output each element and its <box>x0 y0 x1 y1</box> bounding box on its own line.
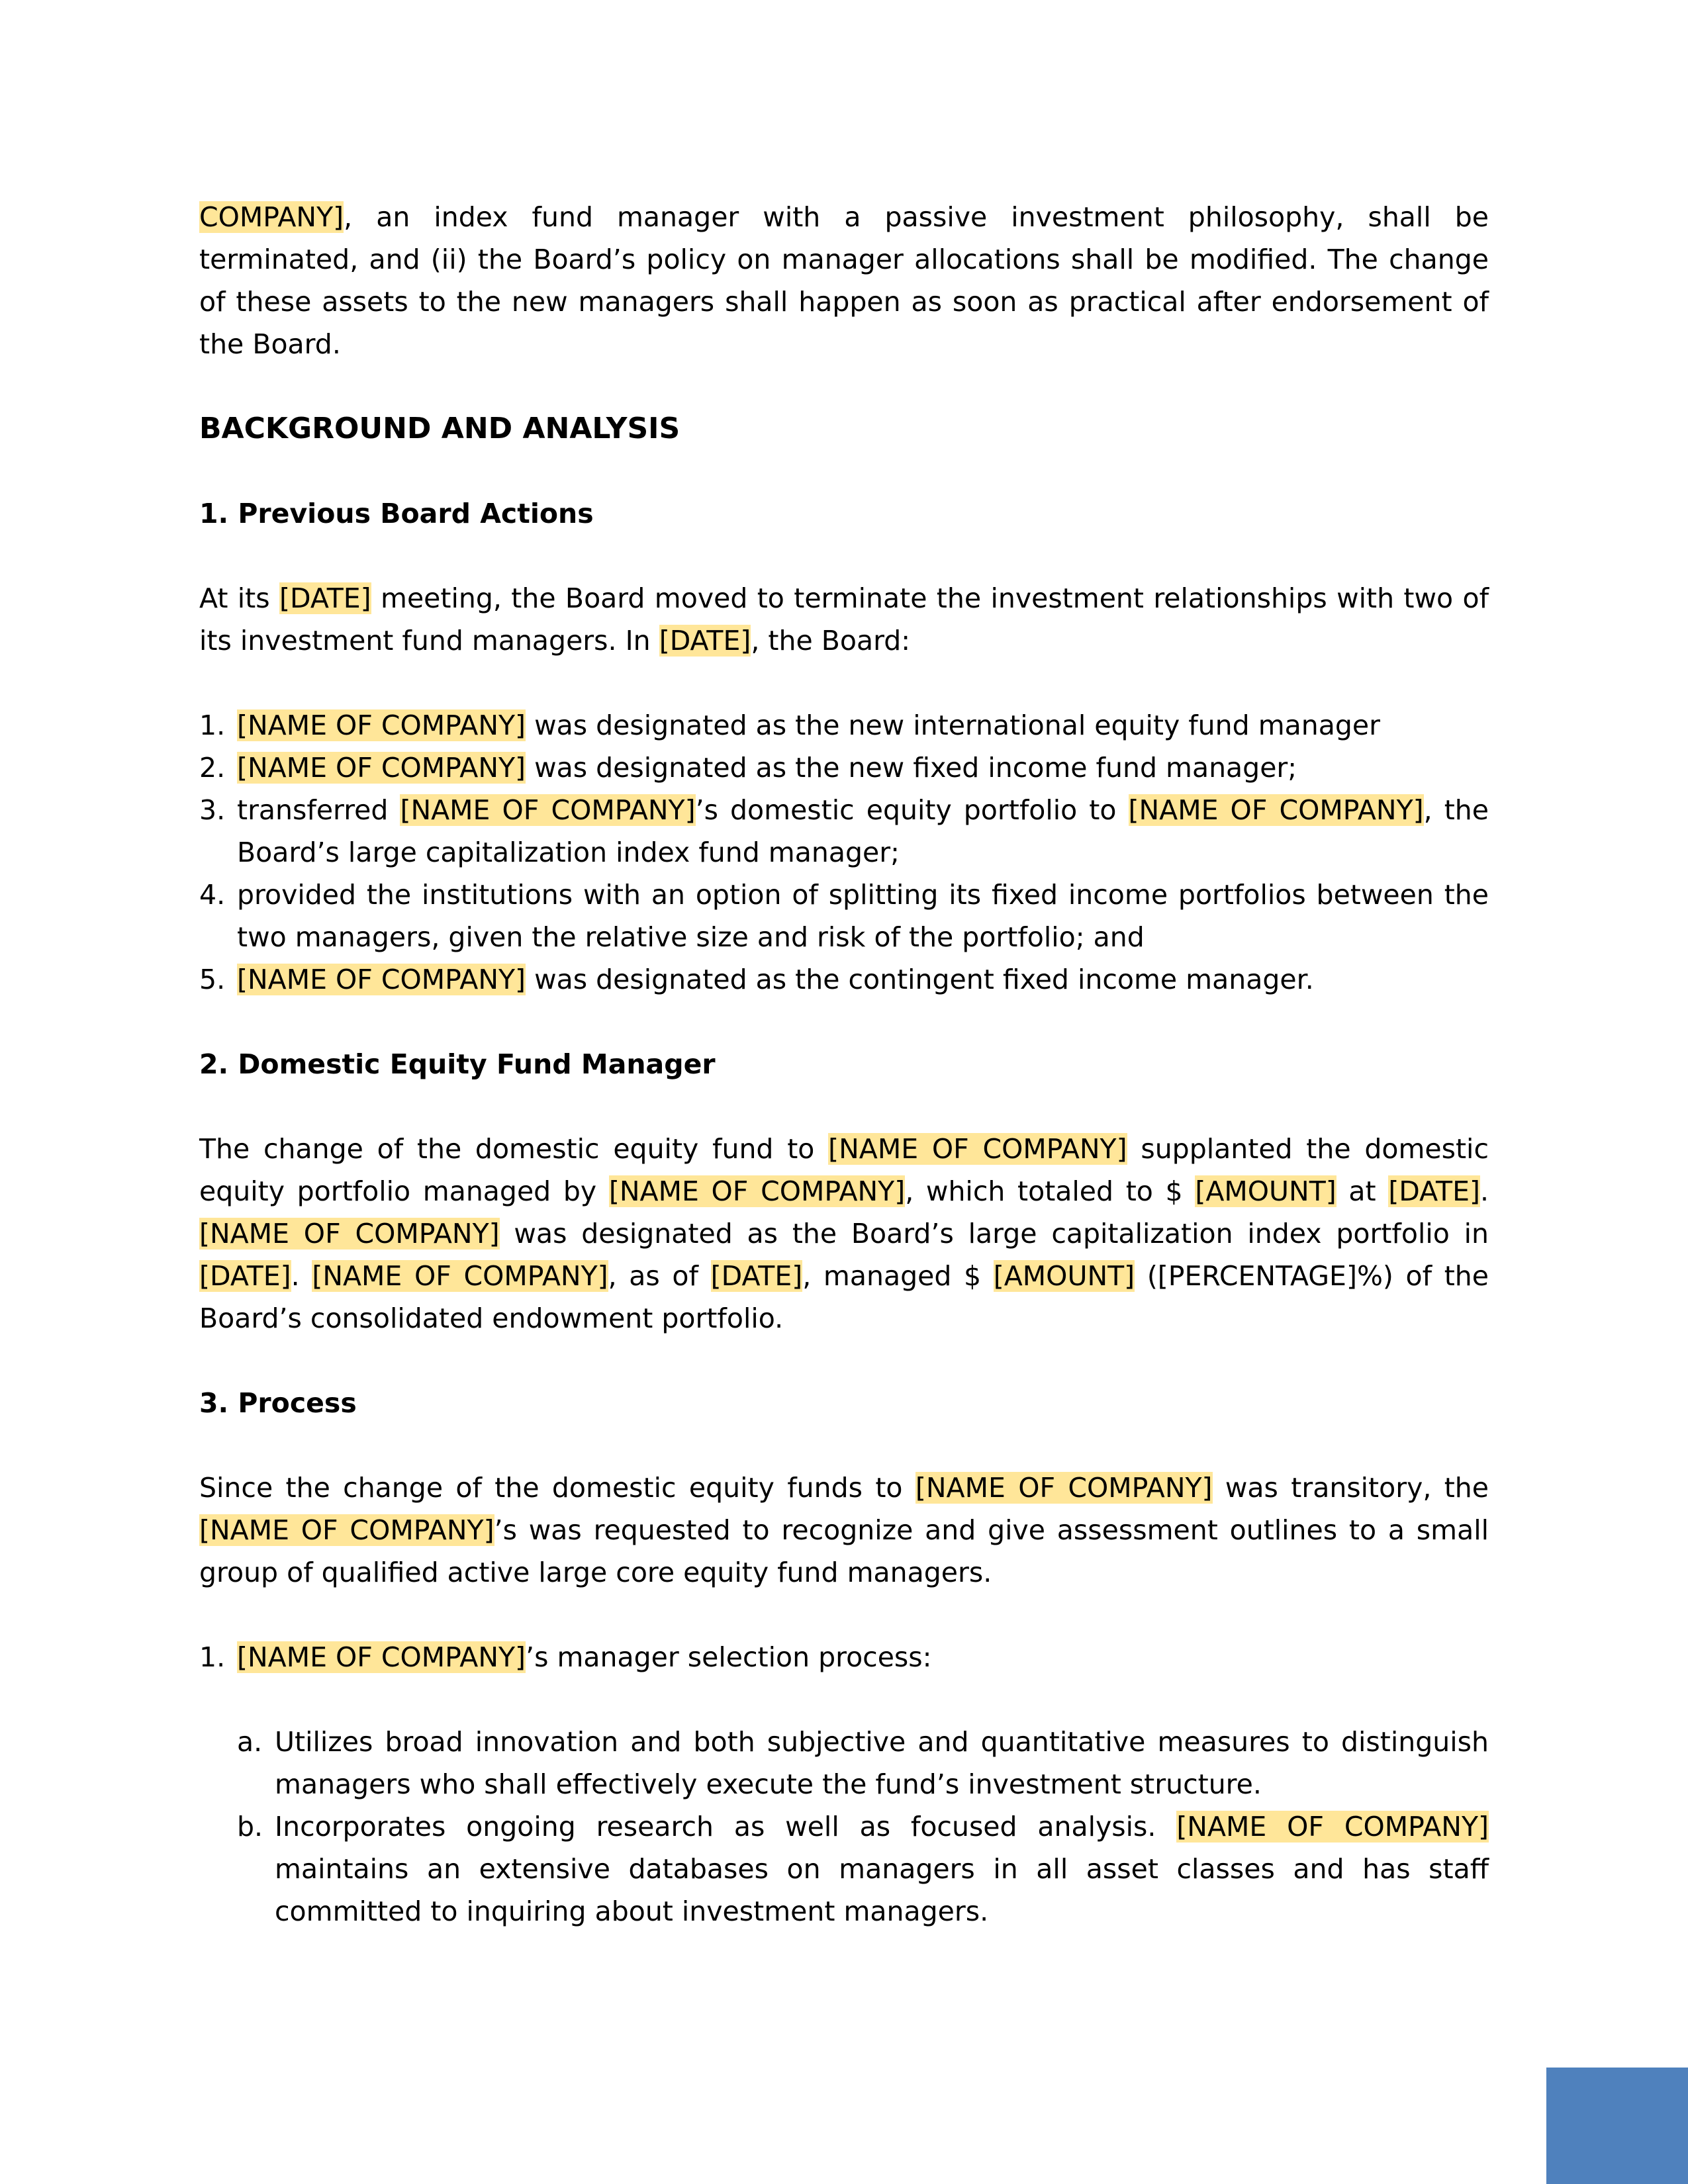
text-run: provided the institutions with an option of splitting its fixed income portfolios between the two managers, given the relative size and risk of the portfolio; and <box>237 879 1489 953</box>
board-actions-list <box>199 704 1489 1001</box>
text-run: meeting, the Board moved to terminate the investment relationships with two of its investment fund managers. In <box>199 582 1489 657</box>
list-item <box>237 1805 1489 1933</box>
domestic-equity-paragraph <box>199 1128 1489 1340</box>
text-run: , an index fund manager with a passive investment philosophy, shall be terminated, and (ii) the Board’s policy on manager allocations shall be modified. The change of these assets to the new managers shall happen as soon as practical after endorsement of the Board. <box>199 201 1489 360</box>
text-run: ([PERCENTAGE]%) of the Board’s consolidated endowment portfolio. <box>199 1260 1489 1334</box>
text-run: maintains an extensive databases on managers in all asset classes and has staff committed to inquiring about investment managers. <box>275 1853 1489 1927</box>
text-run: transferred <box>237 794 400 826</box>
previous-actions-paragraph <box>199 577 1489 662</box>
placeholder-highlight: [DATE] <box>199 1260 291 1292</box>
placeholder-highlight: [NAME OF COMPANY] <box>199 1514 494 1546</box>
placeholder-highlight: [NAME OF COMPANY] <box>237 709 526 741</box>
placeholder-highlight: [DATE] <box>710 1260 803 1292</box>
placeholder-highlight: [DATE] <box>659 625 751 657</box>
placeholder-highlight: [DATE] <box>279 582 371 614</box>
list-number: 4. <box>199 879 226 911</box>
placeholder-highlight: [NAME OF COMPANY] <box>237 752 526 784</box>
list-item <box>199 789 1489 874</box>
text-run: ’s manager selection process: <box>526 1641 932 1673</box>
text-run: was transitory, the <box>1212 1472 1489 1504</box>
list-letter: b. <box>237 1811 263 1843</box>
section-heading: BACKGROUND AND ANALYSIS <box>199 412 680 445</box>
heading-domestic-equity-fund-manager: 2. Domestic Equity Fund Manager <box>199 1048 716 1080</box>
text-run: . <box>291 1260 312 1292</box>
list-number: 2. <box>199 752 226 784</box>
text-run: was designated as the new fixed income fund manager; <box>526 752 1297 784</box>
text-run: at <box>1336 1175 1389 1207</box>
text-run: ’s domestic equity portfolio to <box>695 794 1129 826</box>
list-item <box>199 704 1489 747</box>
list-item <box>199 874 1489 958</box>
process-paragraph <box>199 1467 1489 1594</box>
text-run: ’s was requested to recognize and give assessment outlines to a small group of qualified active large core equity fund managers. <box>199 1514 1489 1588</box>
placeholder-highlight: [NAME OF COMPANY] <box>199 1218 500 1250</box>
list-number: 5. <box>199 964 226 995</box>
document-page <box>199 196 1489 1933</box>
heading-process: 3. Process <box>199 1387 357 1419</box>
text-run: was designated as the Board’s large capitalization index portfolio in <box>499 1218 1489 1250</box>
placeholder-highlight: [DATE] <box>1388 1175 1480 1207</box>
list-item <box>199 747 1489 789</box>
list-letter: a. <box>237 1726 263 1758</box>
list-number: 1. <box>199 709 226 741</box>
text-run: , managed $ <box>802 1260 994 1292</box>
corner-accent-block <box>1546 2068 1688 2184</box>
placeholder-highlight: [NAME OF COMPANY] <box>608 1175 906 1207</box>
list-item <box>199 958 1489 1001</box>
text-run: , the Board’s large capitalization index fund manager; <box>237 794 1489 868</box>
text-run: was designated as the contingent fixed income manager. <box>526 964 1314 995</box>
list-number: 1. <box>199 1641 226 1673</box>
placeholder-highlight: [NAME OF COMPANY] <box>237 964 526 995</box>
list-item <box>199 1636 1489 1678</box>
placeholder-highlight: [AMOUNT] <box>993 1260 1135 1292</box>
text-run: At its <box>199 582 279 614</box>
placeholder-highlight: [NAME OF COMPANY] <box>828 1133 1127 1165</box>
text-run: Incorporates ongoing research as well as focused analysis. <box>275 1811 1177 1843</box>
text-run: , which totaled to $ <box>905 1175 1196 1207</box>
list-number: 3. <box>199 794 226 826</box>
selection-process-sublist <box>199 1721 1489 1933</box>
text-run: , as of <box>608 1260 711 1292</box>
text-run: , the Board: <box>751 625 911 657</box>
text-run: Utilizes broad innovation and both subjective and quantitative measures to distinguish managers who shall effectively execute the fund’s investment structure. <box>275 1726 1489 1800</box>
placeholder-highlight: [NAME OF COMPANY] <box>237 1641 526 1673</box>
placeholder-highlight: [NAME OF COMPANY] <box>915 1472 1213 1504</box>
placeholder-highlight: [NAME OF COMPANY] <box>1176 1811 1489 1843</box>
heading-previous-board-actions: 1. Previous Board Actions <box>199 498 594 529</box>
intro-paragraph <box>199 196 1489 365</box>
text-run: Since the change of the domestic equity funds to <box>199 1472 915 1504</box>
text-run: supplanted the domestic equity portfolio managed by <box>199 1133 1489 1207</box>
list-item <box>237 1721 1489 1805</box>
text-run: . <box>1479 1175 1489 1207</box>
process-list <box>199 1636 1489 1678</box>
placeholder-highlight: COMPANY] <box>199 201 344 233</box>
placeholder-highlight: [AMOUNT] <box>1195 1175 1336 1207</box>
placeholder-highlight: [NAME OF COMPANY] <box>312 1260 608 1292</box>
placeholder-highlight: [NAME OF COMPANY] <box>400 794 696 826</box>
placeholder-highlight: [NAME OF COMPANY] <box>1128 794 1424 826</box>
text-run: The change of the domestic equity fund to <box>199 1133 829 1165</box>
text-run: was designated as the new international equity fund manager <box>526 709 1380 741</box>
